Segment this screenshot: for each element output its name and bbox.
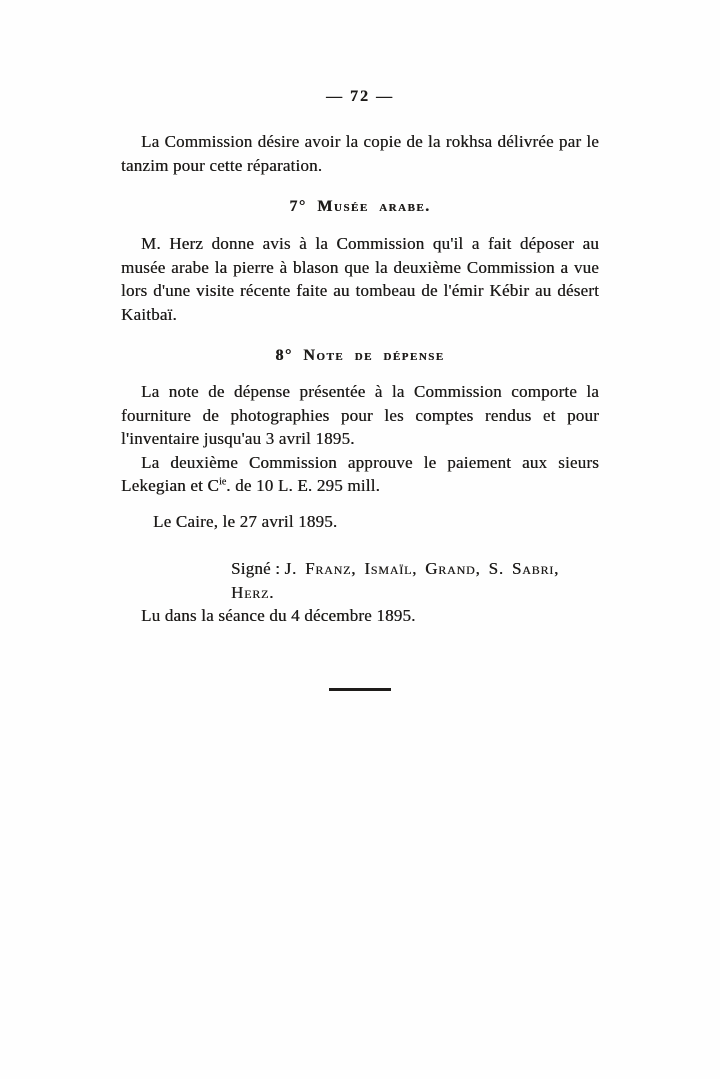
closing-line: Lu dans la séance du 4 décembre 1895. — [141, 606, 416, 625]
section-8-body: La note de dépense présentée à la Commission comporte la fourniture de photographies pour les comptes rendus et pour l'inventaire jusqu'au 3 avril 1895. — [121, 382, 599, 448]
approval-text-after: . de 10 L. E. 295 mill. — [226, 476, 380, 495]
intro-paragraph: La Commission désire avoir la copie de la rokhsa délivrée par le tanzim pour cette réparation. — [121, 132, 599, 175]
signature-prefix: Signé : — [231, 559, 285, 578]
signature-line — [121, 557, 599, 604]
signature-names: J. Franz, Ismaïl, Grand, S. Sabri, Herz. — [231, 559, 560, 602]
end-divider — [329, 688, 391, 691]
approval-superscript: ie — [218, 476, 227, 488]
section-7-heading: 7° Musée arabe. — [289, 198, 431, 215]
section-8-approval — [121, 451, 599, 498]
section-7-body: M. Herz donne avis à la Commission qu'il a fait déposer au musée arabe la pierre à blason que la deuxième Commission a vue lors d'une visite récente faite au tombeau de l'émir Kébir au désert Kaitbaï. — [121, 234, 599, 324]
approval-text-before: La deuxième Commission approuve le paiement aux sieurs Lekegian et C — [121, 452, 599, 495]
page-number: — 72 — — [326, 88, 394, 105]
section-8-heading: 8° Note de dépense — [275, 347, 445, 364]
dateline: Le Caire, le 27 avril 1895. — [153, 511, 338, 531]
text-block — [121, 88, 599, 691]
